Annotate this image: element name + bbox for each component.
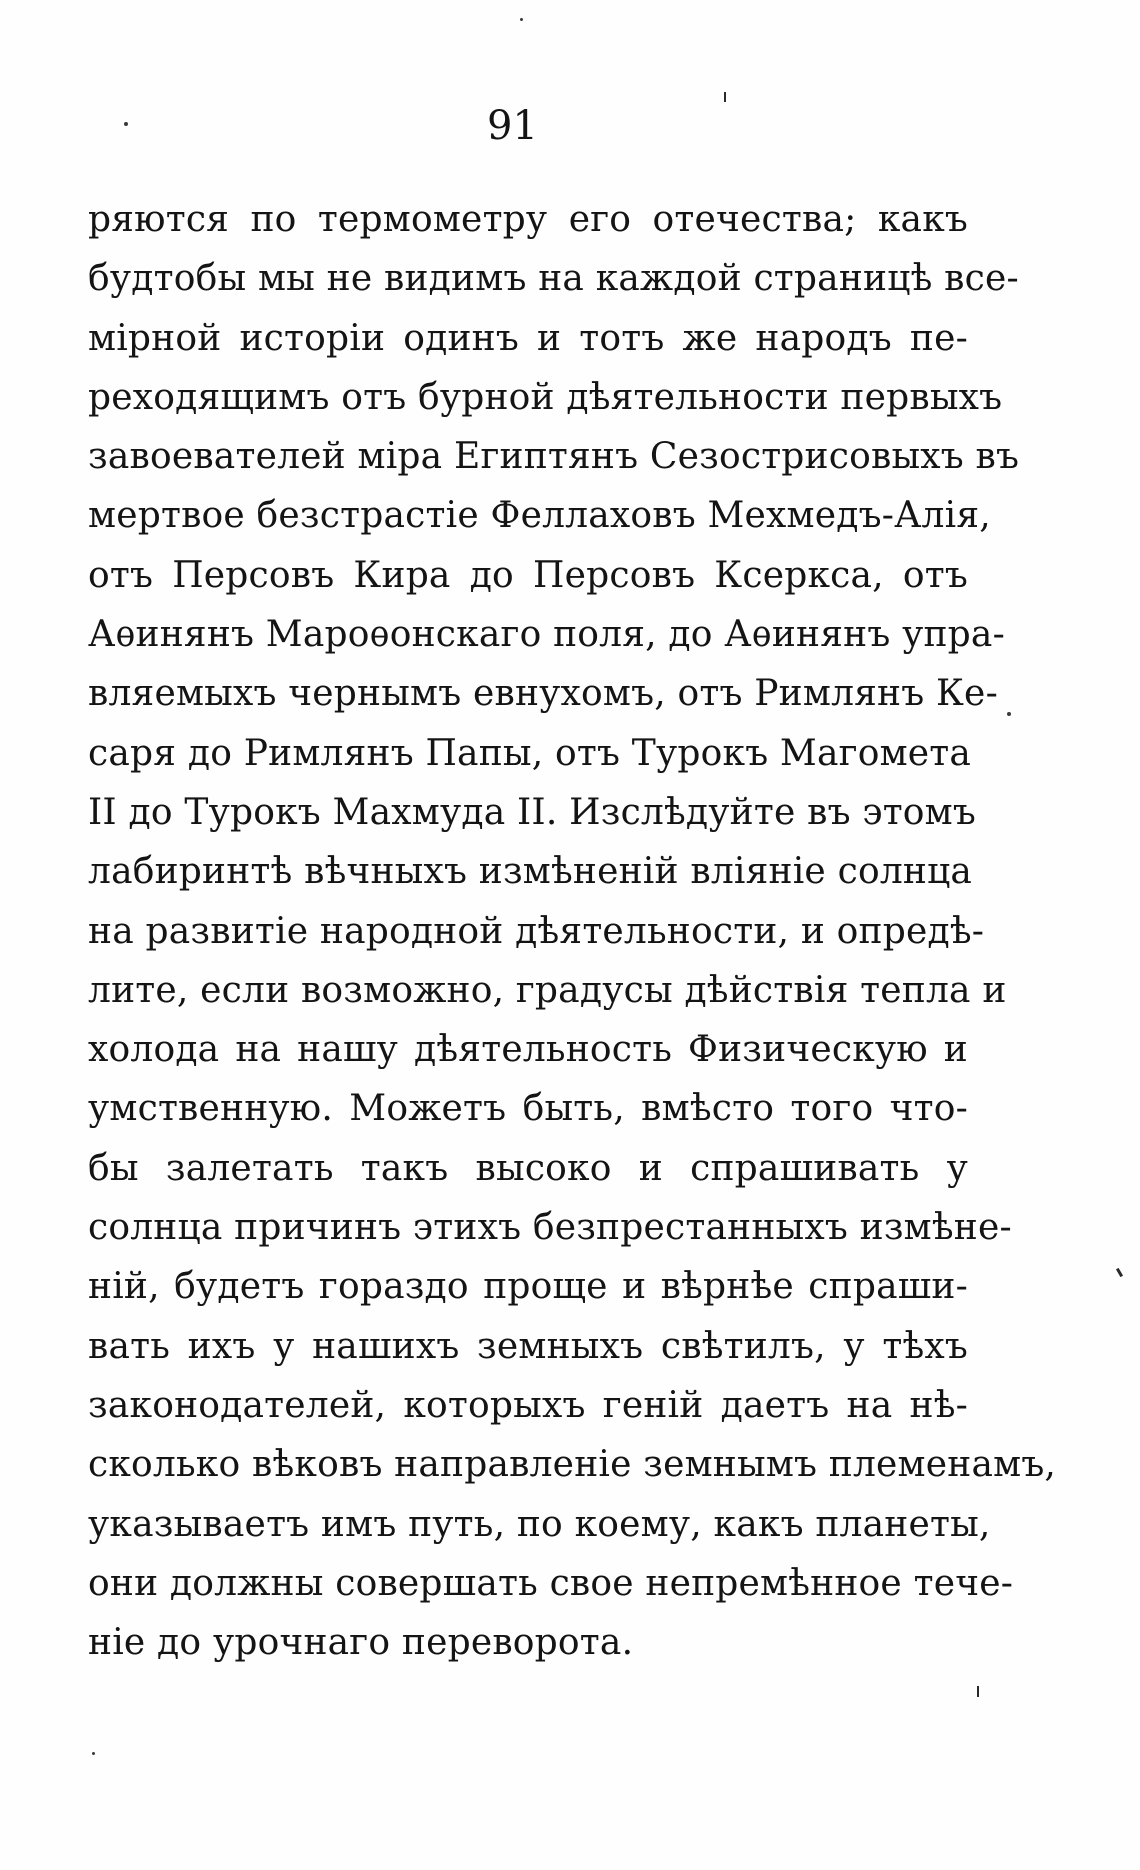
scan-mark bbox=[724, 92, 726, 102]
text-line: бы залетать такъ высоко и спрашивать у bbox=[88, 1147, 968, 1189]
scan-mark bbox=[977, 1686, 979, 1697]
text-line: ній, будетъ гораздо проще и вѣрнѣе спраши- bbox=[88, 1266, 968, 1308]
scan-speck bbox=[124, 122, 128, 126]
text-line: солнца причинъ этихъ безпрестанныхъ измѣне- bbox=[88, 1207, 1012, 1249]
text-line: умственную. Можетъ быть, вмѣсто того что- bbox=[88, 1088, 968, 1130]
scan-speck bbox=[520, 18, 523, 21]
text-line: мірной исторіи одинъ и тотъ же народъ пе- bbox=[88, 317, 968, 359]
text-line: завоевателей міра Египтянъ Сезострисовыхъ въ bbox=[88, 436, 1020, 478]
scan-mark bbox=[1116, 1268, 1123, 1277]
body-text bbox=[88, 190, 1057, 1672]
text-line: ряются по термометру его отечества; какъ bbox=[88, 199, 968, 240]
text-line: указываетъ имъ путь, по коему, какъ планеты, bbox=[88, 1503, 991, 1545]
text-line: мертвое безстрастіе Феллаховъ Мехмедъ-Алія, bbox=[88, 495, 991, 537]
text-line: Аѳинянъ Мароѳонскаго поля, до Аѳинянъ упра- bbox=[88, 614, 1005, 656]
text-line: холода на нашу дѣятельность Физическую и bbox=[88, 1029, 968, 1071]
text-line: II до Турокъ Махмуда II. Изслѣдуйте въ этомъ bbox=[88, 791, 976, 833]
scan-speck bbox=[1007, 712, 1011, 716]
text-line: вать ихъ у нашихъ земныхъ свѣтилъ, у тѣхъ bbox=[88, 1325, 968, 1367]
text-line: законодателей, которыхъ геній даетъ на нѣ- bbox=[88, 1384, 968, 1426]
text-line: лабиринтѣ вѣчныхъ измѣненій вліяніе солнца bbox=[88, 851, 973, 893]
page-number: 91 bbox=[487, 103, 538, 149]
text-line: реходящимъ отъ бурной дѣятельности первыхъ bbox=[88, 376, 1003, 418]
text-line: на развитіе народной дѣятельности, и опредѣ- bbox=[88, 910, 985, 952]
text-line: саря до Римлянъ Папы, отъ Турокъ Магомета bbox=[88, 732, 972, 774]
text-line: ніе до урочнаго переворота. bbox=[88, 1622, 634, 1664]
text-line: сколько вѣковъ направленіе земнымъ племенамъ, bbox=[88, 1444, 1057, 1486]
text-line: лите, если возможно, градусы дѣйствія тепла и bbox=[88, 969, 1007, 1011]
text-line: отъ Персовъ Кира до Персовъ Ксеркса, отъ bbox=[88, 554, 968, 596]
text-line: будтобы мы не видимъ на каждой страницѣ все- bbox=[88, 258, 1019, 300]
text-line: вляемыхъ чернымъ евнухомъ, отъ Римлянъ Ке- bbox=[88, 673, 998, 715]
scan-speck bbox=[92, 1752, 95, 1755]
text-line: они должны совершать свое непремѣнное тече- bbox=[88, 1562, 1014, 1604]
